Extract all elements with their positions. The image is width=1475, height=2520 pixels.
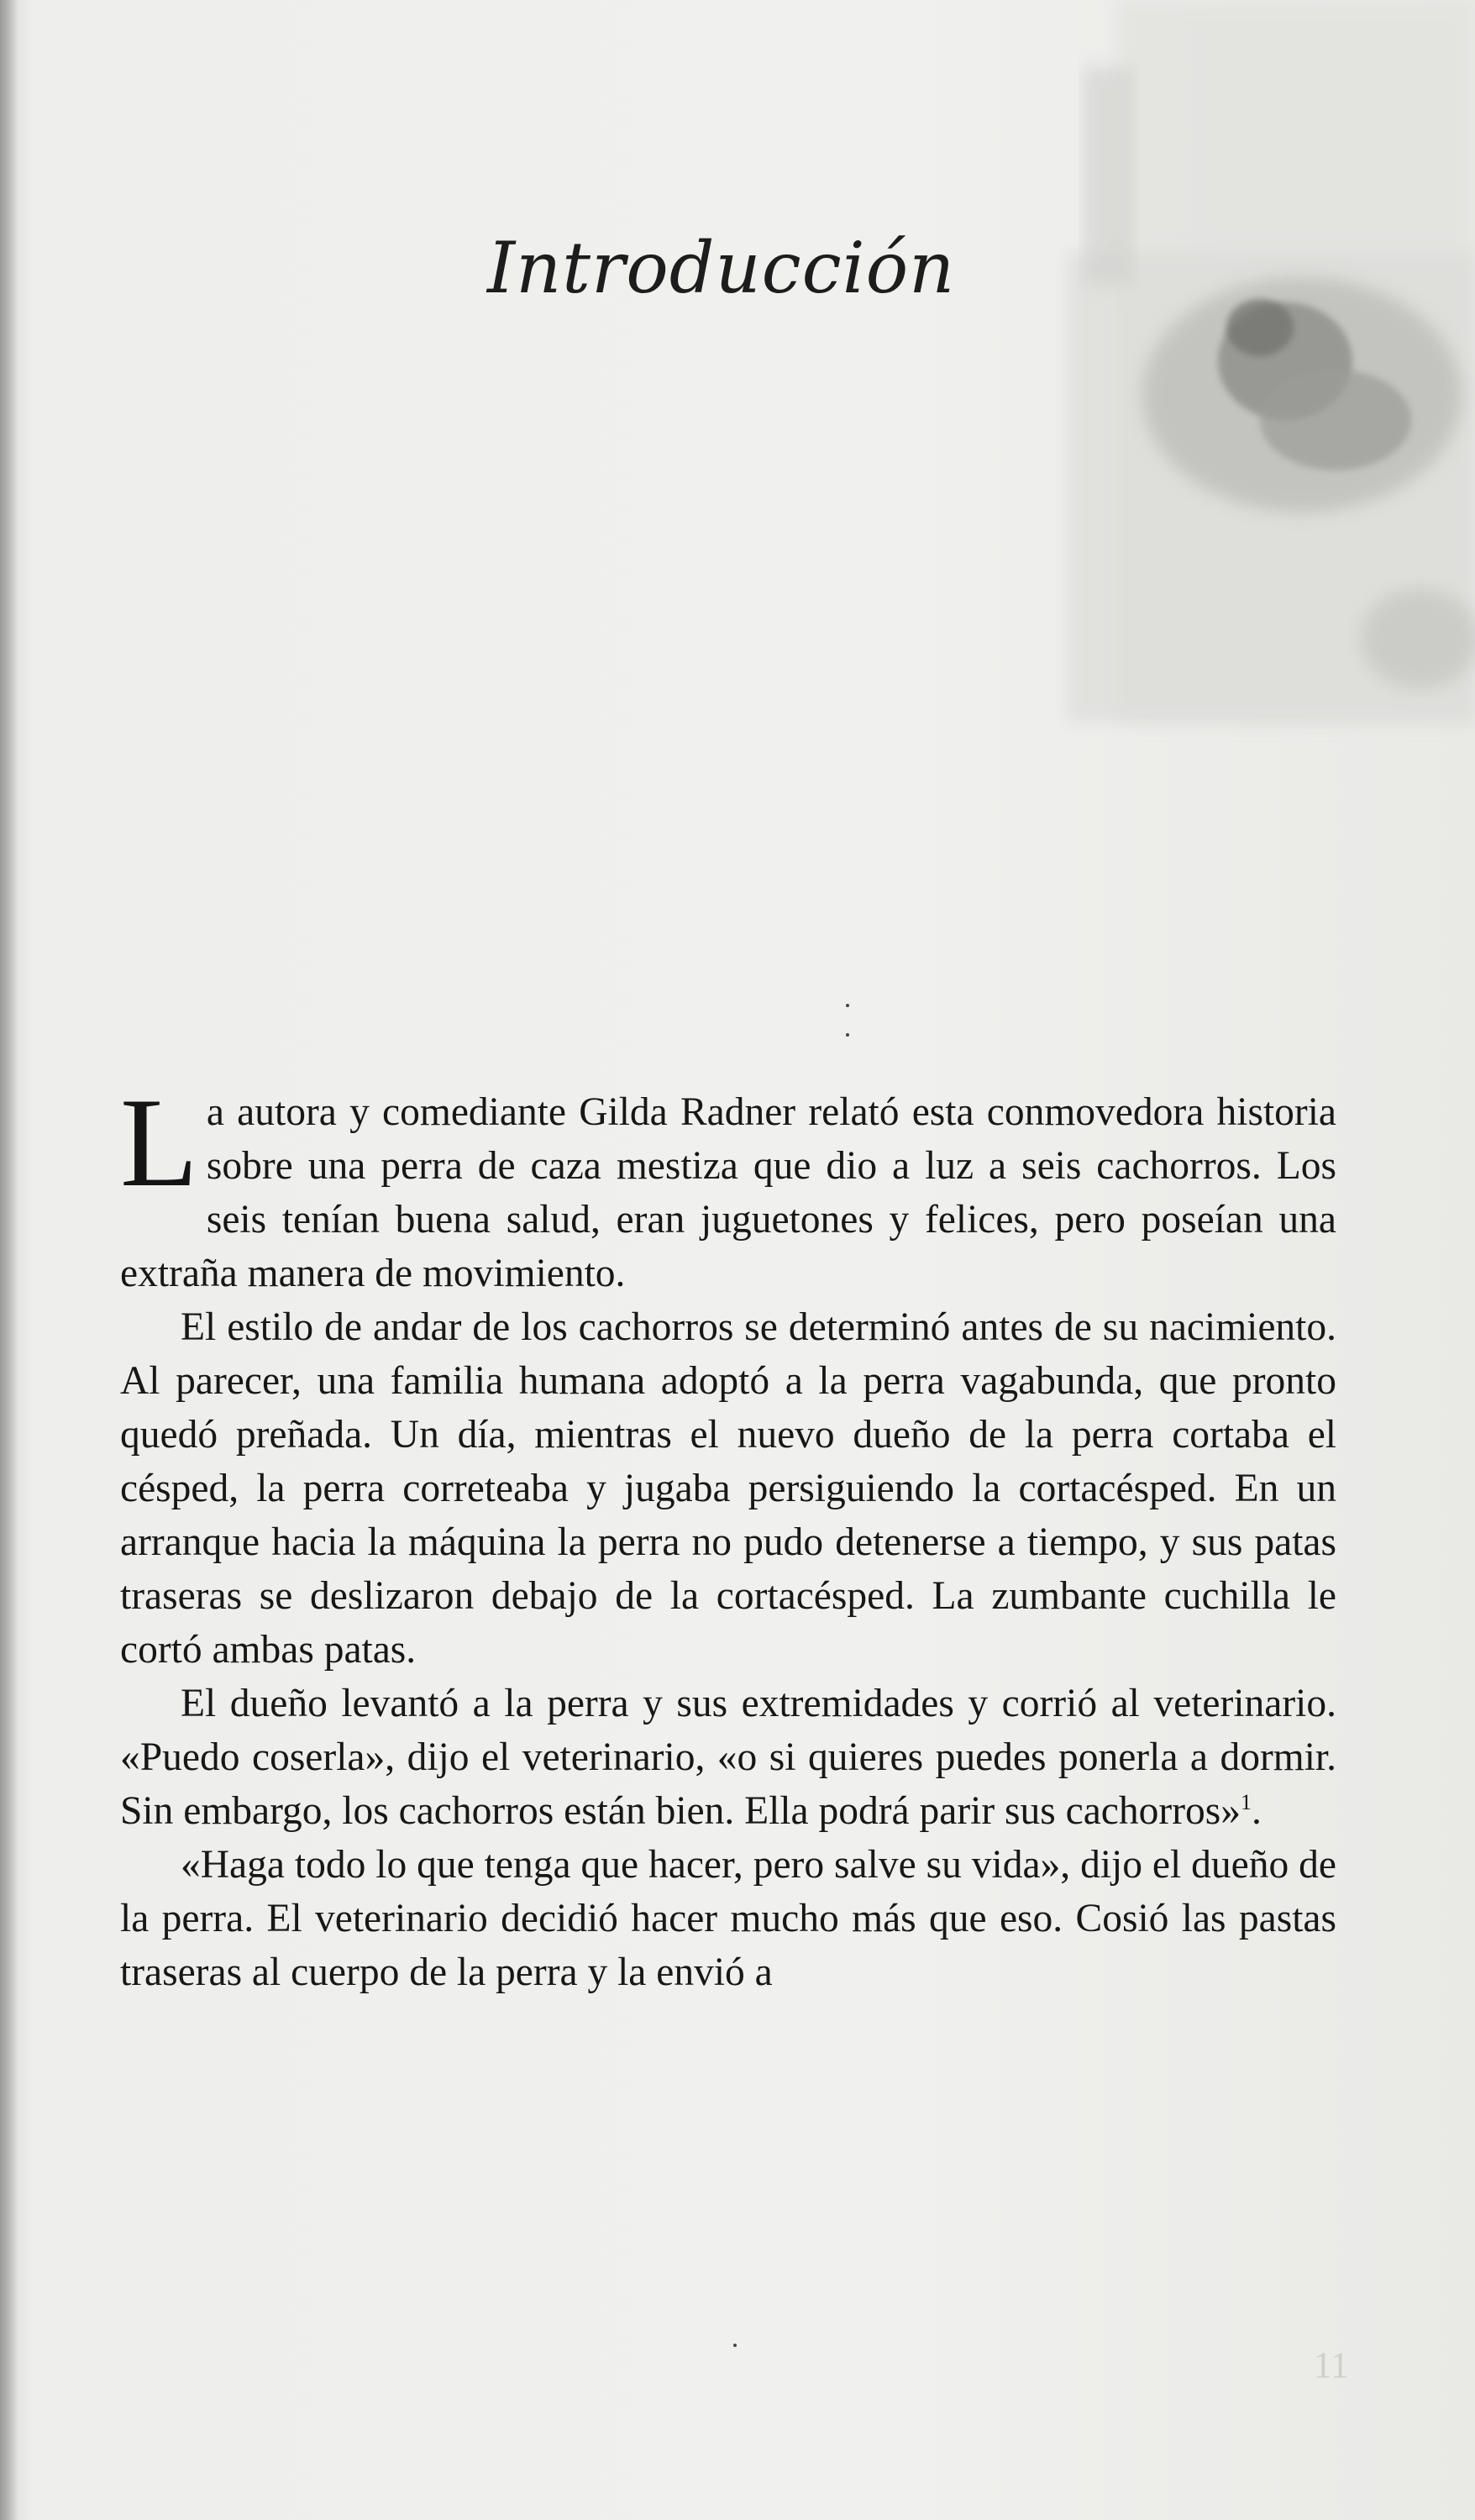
paragraph-3-end: . [1252,1789,1262,1833]
drop-cap: L [120,1072,198,1213]
faded-illustration [949,0,1475,756]
paragraph-2: El estilo de andar de los cachorros se determinó antes de su nacimiento. Al parecer, una familia humana adoptó a la perra vagabunda, que pronto quedó preñada. Un día, mientras el nuevo dueño de la perra cortaba el césped, la perra correteaba y jugaba persiguiendo la cortacésped. En un arranque hacia la máquina la perra no pudo detenerse a tiempo, y sus patas traseras se deslizaron debajo de la cortacésped. La zumbante cuchilla le cortó ambas patas. [120,1305,1336,1672]
body-text [120,1072,1336,1999]
speck [846,1004,849,1007]
paragraph-1-text: a autora y comediante Gilda Radner relató esta conmovedora historia sobre una perra de caza mestiza que dio a luz a seis cachorros. Los seis tenían buena salud, eran juguetones y felices, pero poseían una extraña manera de movimiento. [120,1090,1336,1295]
chapter-title: Introducción [487,227,956,309]
paragraph-3-text: El dueño levantó a la perra y sus extremidades y corrió al veterinario. «Puedo coserla», dijo el veterinario, «o si quieres puedes ponerla a dormir. Sin embargo, los cachorros están bien. Ella podrá parir sus cachorros» [120,1682,1336,1833]
footnote-marker: 1 [1241,1790,1252,1815]
paragraph-4: «Haga todo lo que tenga que hacer, pero salve su vida», dijo el dueño de la perra. El veterinario decidió hacer mucho más que eso. Cosió las pastas traseras al cuerpo de la perra y la envió a [120,1843,1336,1994]
speck [733,2344,737,2347]
paragraph-1 [120,1072,1336,1300]
page-number: 11 [1313,2344,1349,2386]
speck [846,1033,849,1037]
paragraph-3 [120,1677,1336,1838]
page-gutter-shadow [0,0,18,2520]
